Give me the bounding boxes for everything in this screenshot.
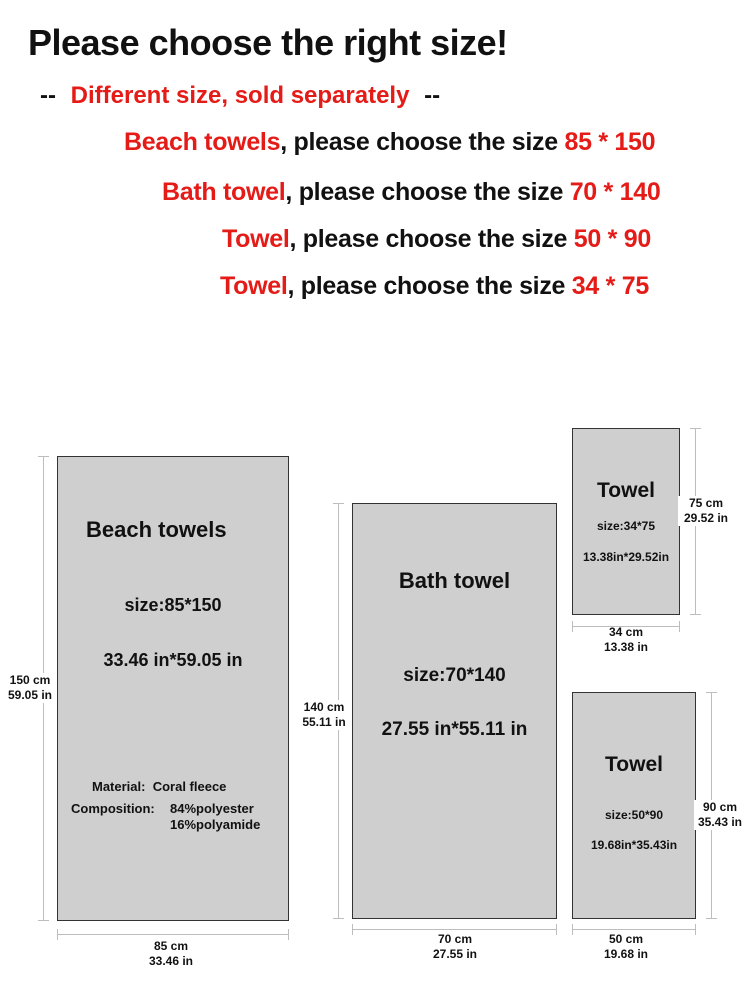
size-line-size: 85 * 150 <box>564 128 656 156</box>
material-label: Material: <box>92 779 146 794</box>
bath-width-rule <box>352 929 557 930</box>
subtitle <box>40 82 440 110</box>
small-towel-panel <box>572 428 680 615</box>
small-height-label <box>678 496 734 526</box>
bath-towel-size: size:70*140 <box>403 665 506 686</box>
size-line-beach <box>124 128 655 157</box>
size-line-size: 70 * 140 <box>569 178 661 206</box>
medium-height-tick-top <box>706 692 717 693</box>
medium-height-label <box>694 800 746 830</box>
medium-width-in: 19.68 in <box>603 947 649 961</box>
medium-width-rule <box>572 929 696 930</box>
beach-towel-size: size:85*150 <box>124 595 222 615</box>
size-line-text: , please choose the size <box>287 272 572 300</box>
material-value: Coral fleece <box>152 779 227 794</box>
composition-label: Composition: <box>71 801 155 816</box>
size-line-text: , please choose the size <box>280 128 565 156</box>
medium-height-cm: 90 cm <box>702 800 738 814</box>
size-line-text: , please choose the size <box>285 178 570 206</box>
medium-towel-title: Towel <box>605 753 663 776</box>
subtitle-text: Different size, sold separately <box>70 82 410 109</box>
bath-width-tick-right <box>556 924 557 935</box>
beach-height-tick-top <box>38 456 49 457</box>
composition-polyamide: 16%polyamide <box>170 817 261 832</box>
beach-width-cm: 85 cm <box>153 939 189 953</box>
bath-width-in: 27.55 in <box>432 947 478 961</box>
dash-left: -- <box>40 82 56 109</box>
size-line-size: 50 * 90 <box>573 225 651 253</box>
small-width-label <box>596 625 656 655</box>
medium-width-tick-left <box>572 924 573 935</box>
composition-values <box>170 801 260 833</box>
bath-height-in: 55.11 in <box>302 715 346 729</box>
size-line-name: Towel <box>222 225 290 253</box>
composition-polyester: 84%polyester <box>170 801 254 816</box>
medium-width-cm: 50 cm <box>608 932 644 946</box>
size-line-name: Beach towels <box>124 128 281 156</box>
bath-height-tick-bottom <box>333 918 344 919</box>
beach-height-cm: 150 cm <box>9 673 51 687</box>
size-line-bath <box>162 178 660 207</box>
small-towel-size: size:34*75 <box>596 519 656 533</box>
bath-height-tick-top <box>333 503 344 504</box>
beach-towel-inches: 33.46 in*59.05 in <box>103 650 243 670</box>
bath-height-cm: 140 cm <box>303 700 345 714</box>
medium-towel-panel <box>572 692 696 919</box>
small-height-tick-top <box>690 428 701 429</box>
page-title: Please choose the right size! <box>28 22 508 63</box>
small-height-tick-bottom <box>690 614 701 615</box>
size-line-size: 34 * 75 <box>571 272 649 300</box>
medium-towel-size: size:50*90 <box>604 808 664 822</box>
size-line-towel-small <box>220 272 649 301</box>
small-height-in: 29.52 in <box>683 511 729 525</box>
bath-towel-panel <box>352 503 557 919</box>
beach-towel-title: Beach towels <box>86 517 227 542</box>
beach-width-label <box>136 939 206 969</box>
beach-height-label <box>4 673 56 703</box>
small-towel-title: Towel <box>597 479 655 502</box>
size-line-text: , please choose the size <box>289 225 574 253</box>
bath-width-label <box>420 932 490 962</box>
medium-height-tick-bottom <box>706 918 717 919</box>
small-width-tick-right <box>679 621 680 632</box>
beach-width-in: 33.46 in <box>148 954 194 968</box>
medium-width-label <box>596 932 656 962</box>
bath-width-cm: 70 cm <box>437 932 473 946</box>
size-line-name: Bath towel <box>162 178 286 206</box>
medium-height-in: 35.43 in <box>697 815 743 829</box>
medium-towel-inches: 19.68in*35.43in <box>590 838 678 852</box>
small-towel-inches: 13.38in*29.52in <box>582 550 670 564</box>
size-line-towel-medium <box>222 225 651 254</box>
material-row <box>92 779 226 794</box>
dash-right: -- <box>424 82 441 109</box>
small-width-in: 13.38 in <box>603 640 649 654</box>
bath-width-tick-left <box>352 924 353 935</box>
beach-height-in: 59.05 in <box>7 688 53 702</box>
small-width-cm: 34 cm <box>608 625 644 639</box>
beach-width-tick-right <box>288 929 289 940</box>
medium-width-tick-right <box>695 924 696 935</box>
beach-towel-panel <box>57 456 289 921</box>
bath-towel-inches: 27.55 in*55.11 in <box>381 719 528 740</box>
bath-height-label <box>298 700 350 730</box>
beach-height-tick-bottom <box>38 920 49 921</box>
bath-towel-title: Bath towel <box>398 568 511 593</box>
small-height-cm: 75 cm <box>688 496 724 510</box>
beach-width-rule <box>57 934 289 935</box>
size-line-name: Towel <box>220 272 288 300</box>
small-width-tick-left <box>572 621 573 632</box>
beach-width-tick-left <box>57 929 58 940</box>
